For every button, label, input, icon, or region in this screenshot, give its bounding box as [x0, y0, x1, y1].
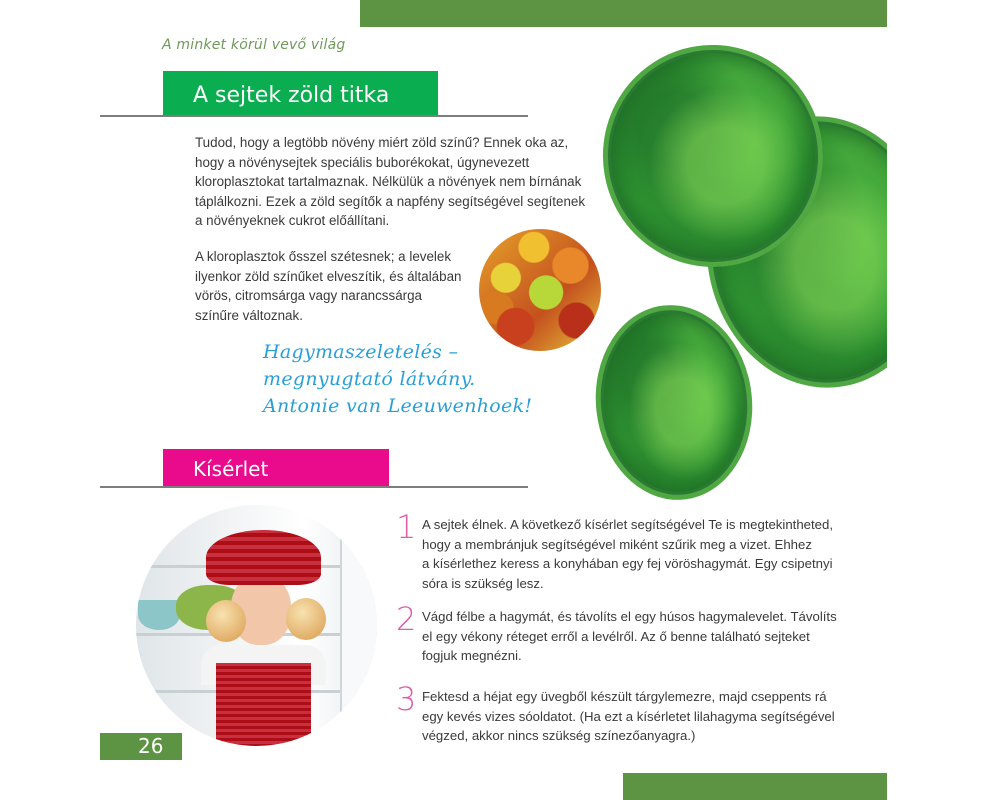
chapter-title: A minket körül vevő világ	[162, 37, 346, 53]
step-text	[422, 515, 852, 593]
step-number: 2	[396, 600, 417, 638]
bottom-green-bar	[623, 773, 887, 800]
page-margin	[887, 0, 1000, 800]
apron	[216, 663, 311, 746]
text-line: kloroplasztokat tartalmaznak. Nélkülük a növények nem bírnának	[195, 174, 582, 190]
onion	[286, 598, 326, 640]
text-line: A sejtek élnek. A következő kísérlet segítségével Te is megtekintheted,	[422, 517, 833, 532]
text-line: A kloroplasztok ősszel szétesnek; a levelek	[195, 249, 452, 264]
text-line: vörös, citromsárga vagy narancssárga	[195, 288, 422, 304]
step-number: 3	[396, 680, 417, 718]
step-text	[422, 687, 852, 746]
section-heading-experiment: Kísérlet	[163, 449, 389, 487]
text-line: sóra is szükség lesz.	[422, 575, 544, 591]
page-number: 26	[100, 733, 182, 760]
text-line: Fektesd a héjat egy üvegből készült tárgylemezre, majd cseppents rá	[422, 689, 827, 704]
quote-line: Antonie van Leeuwenhoek!	[263, 395, 533, 417]
section-heading-cells: A sejtek zöld titka	[163, 71, 438, 116]
girl-with-onions-photo	[136, 505, 377, 746]
text-line: végzed, akkor nincs szükség színezőanyagra.)	[422, 728, 696, 744]
onion	[206, 600, 246, 642]
top-green-bar	[360, 0, 887, 27]
text-line: a növényeknek cukrot előállítani.	[195, 213, 390, 229]
section-divider	[100, 115, 528, 117]
step-number: 1	[396, 508, 417, 546]
quote-line: megnyugtató látvány.	[263, 368, 476, 390]
text-line: hogy a növénysejtek speciális buborékokat, úgynevezett	[195, 154, 530, 170]
autumn-leaves-image	[479, 229, 601, 351]
quote-line: Hagymaszeletelés –	[263, 341, 459, 363]
text-line: ilyenkor zöld színűket elveszítik, és általában	[195, 268, 462, 284]
intro-paragraph	[195, 133, 590, 231]
bowl	[138, 600, 180, 630]
text-line: el egy vékony réteget erről a levélről. Az ő benne található sejteket	[422, 628, 810, 644]
autumn-paragraph	[195, 247, 480, 325]
text-line: Tudod, hogy a legtöbb növény miért zöld színű? Ennek oka az,	[195, 135, 569, 150]
text-line: hogy a membránjuk segítségével miként szűrik meg a vizet. Ehhez	[422, 536, 812, 552]
text-line: fogjuk megnézni.	[422, 648, 522, 664]
step-text	[422, 607, 852, 666]
fridge-door	[340, 505, 377, 746]
text-line: táplálkozni. Ezek a zöld segítők a napfény segítségével segítenek	[195, 193, 586, 209]
text-line: Vágd félbe a hagymát, és távolíts el egy húsos hagymalevelet. Távolíts	[422, 609, 837, 624]
handwritten-quote	[263, 339, 532, 420]
chef-hat	[206, 530, 321, 585]
text-line: színűre változnak.	[195, 307, 303, 323]
text-line: a kísérlethez keress a konyhában egy fej vöröshagymát. Egy csipetnyi	[422, 556, 833, 572]
section-divider	[100, 486, 528, 488]
text-line: egy kevés vizes sóoldatot. (Ha ezt a kísérletet lilahagyma segítségével	[422, 708, 835, 724]
